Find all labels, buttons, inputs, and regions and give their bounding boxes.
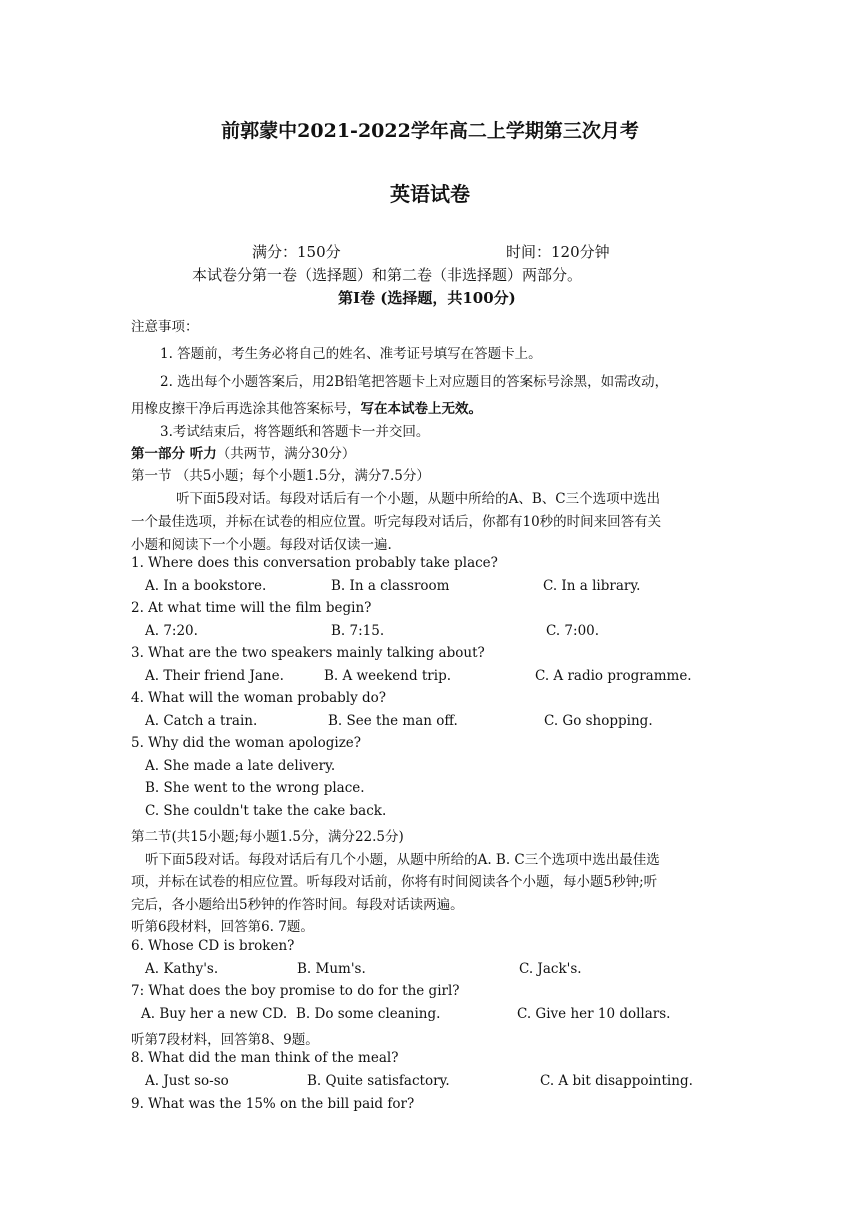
q8-option-b: B. Quite satisfactory.	[307, 1073, 450, 1089]
q7-option-b: B. Do some cleaning.	[296, 1006, 441, 1022]
q6-option-c: C. Jack's.	[519, 961, 582, 977]
q7-option-c: C. Give her 10 dollars.	[517, 1006, 671, 1022]
subsection2-instr-3: 完后，各小题给出5秒钟的作答时间。每段对话读两遍。	[131, 897, 464, 913]
note-3: 3.考试结束后，将答题纸和答题卡一并交回。	[160, 424, 430, 440]
q6-option-a: A. Kathy's.	[145, 961, 219, 977]
subsection1-instr-3: 小题和阅读下一个小题。每段对话仅读一遍.	[131, 537, 392, 553]
q2-option-b: B. 7:15.	[331, 623, 385, 639]
subsection2-heading: 第二节(共15小题;每小题1.5分，满分22.5分)	[131, 829, 404, 845]
material-6-label: 听第6段材料，回答第6. 7题。	[131, 919, 314, 935]
q7-option-a: A. Buy her a new CD.	[141, 1006, 288, 1022]
q6-option-b: B. Mum's.	[297, 961, 366, 977]
q5-option-c: C. She couldn't take the cake back.	[145, 803, 387, 819]
note-2-bold: 写在本试卷上无效。	[360, 401, 482, 417]
q1-option-b: B. In a classroom	[331, 578, 450, 594]
note-2-text: 用橡皮擦干净后再选涂其他答案标号，	[131, 401, 361, 417]
note-1: 1. 答题前，考生务必将自己的姓名、准考证号填写在答题卡上。	[160, 346, 542, 362]
q2-option-a: A. 7:20.	[145, 623, 198, 639]
note-2-line2	[131, 397, 482, 417]
section1-detail: （共两节，满分30分）	[216, 446, 356, 462]
subsection1-heading: 第一节 （共5小题；每个小题1.5分，满分7.5分）	[131, 468, 430, 484]
q8-option-c: C. A bit disappointing.	[540, 1073, 693, 1089]
section1-heading	[131, 442, 355, 462]
q5-option-a: A. She made a late delivery.	[145, 758, 336, 774]
section1-title: 第一部分 听力	[131, 446, 217, 462]
part1-heading: 第I卷 (选择题，共100分)	[338, 289, 516, 307]
q1-option-c: C. In a library.	[543, 578, 641, 594]
page-subtitle: 英语试卷	[390, 182, 470, 206]
q5-option-b: B. She went to the wrong place.	[145, 780, 365, 796]
q4-option-a: A. Catch a train.	[145, 713, 258, 729]
q4-option-c: C. Go shopping.	[544, 713, 653, 729]
q2-option-c: C. 7:00.	[546, 623, 600, 639]
q3-option-a: A. Their friend Jane.	[145, 668, 284, 684]
subsection2-instr-2: 项，并标在试卷的相应位置。听每段对话前，你将有时间阅读各个小题，每小题5秒钟;听	[131, 874, 658, 890]
subsection2-instr-1: 听下面5段对话。每段对话后有几个小题，从题中所给的A. B. C三个选项中选出最佳选	[145, 852, 660, 868]
question-9: 9. What was the 15% on the bill paid for?	[131, 1096, 415, 1112]
question-1: 1. Where does this conversation probably take place?	[131, 555, 498, 571]
question-6: 6. Whose CD is broken?	[131, 938, 295, 954]
material-7-label: 听第7段材料，回答第8、9题。	[131, 1032, 319, 1048]
question-4: 4. What will the woman probably do?	[131, 690, 387, 706]
note-2-line1: 2. 选出每个小题答案后，用2B铅笔把答题卡上对应题目的答案标号涂黑，如需改动，	[160, 374, 669, 390]
q3-option-b: B. A weekend trip.	[324, 668, 452, 684]
notes-label: 注意事项：	[131, 319, 199, 335]
question-5: 5. Why did the woman apologize?	[131, 735, 362, 751]
question-8: 8. What did the man think of the meal?	[131, 1050, 399, 1066]
exam-time: 时间：120分钟	[506, 243, 610, 261]
question-7: 7: What does the boy promise to do for the girl?	[131, 983, 460, 999]
subsection1-instr-1: 听下面5段对话。每段对话后有一个小题，从题中所给的A、B、C三个选项中选出	[176, 491, 661, 507]
question-2: 2. At what time will the film begin?	[131, 600, 372, 616]
q3-option-c: C. A radio programme.	[535, 668, 692, 684]
subsection1-instr-2: 一个最佳选项，并标在试卷的相应位置。听完每段对话后，你都有10秒的时间来回答有关	[131, 514, 662, 530]
q1-option-a: A. In a bookstore.	[145, 578, 267, 594]
exam-intro: 本试卷分第一卷（选择题）和第二卷（非选择题）两部分。	[192, 266, 583, 284]
page-title: 前郭蒙中2021-2022学年高二上学期第三次月考	[221, 120, 639, 142]
q8-option-a: A. Just so-so	[145, 1073, 229, 1089]
question-3: 3. What are the two speakers mainly talking about?	[131, 645, 485, 661]
q4-option-b: B. See the man off.	[328, 713, 458, 729]
full-score: 满分：150分	[252, 243, 341, 261]
